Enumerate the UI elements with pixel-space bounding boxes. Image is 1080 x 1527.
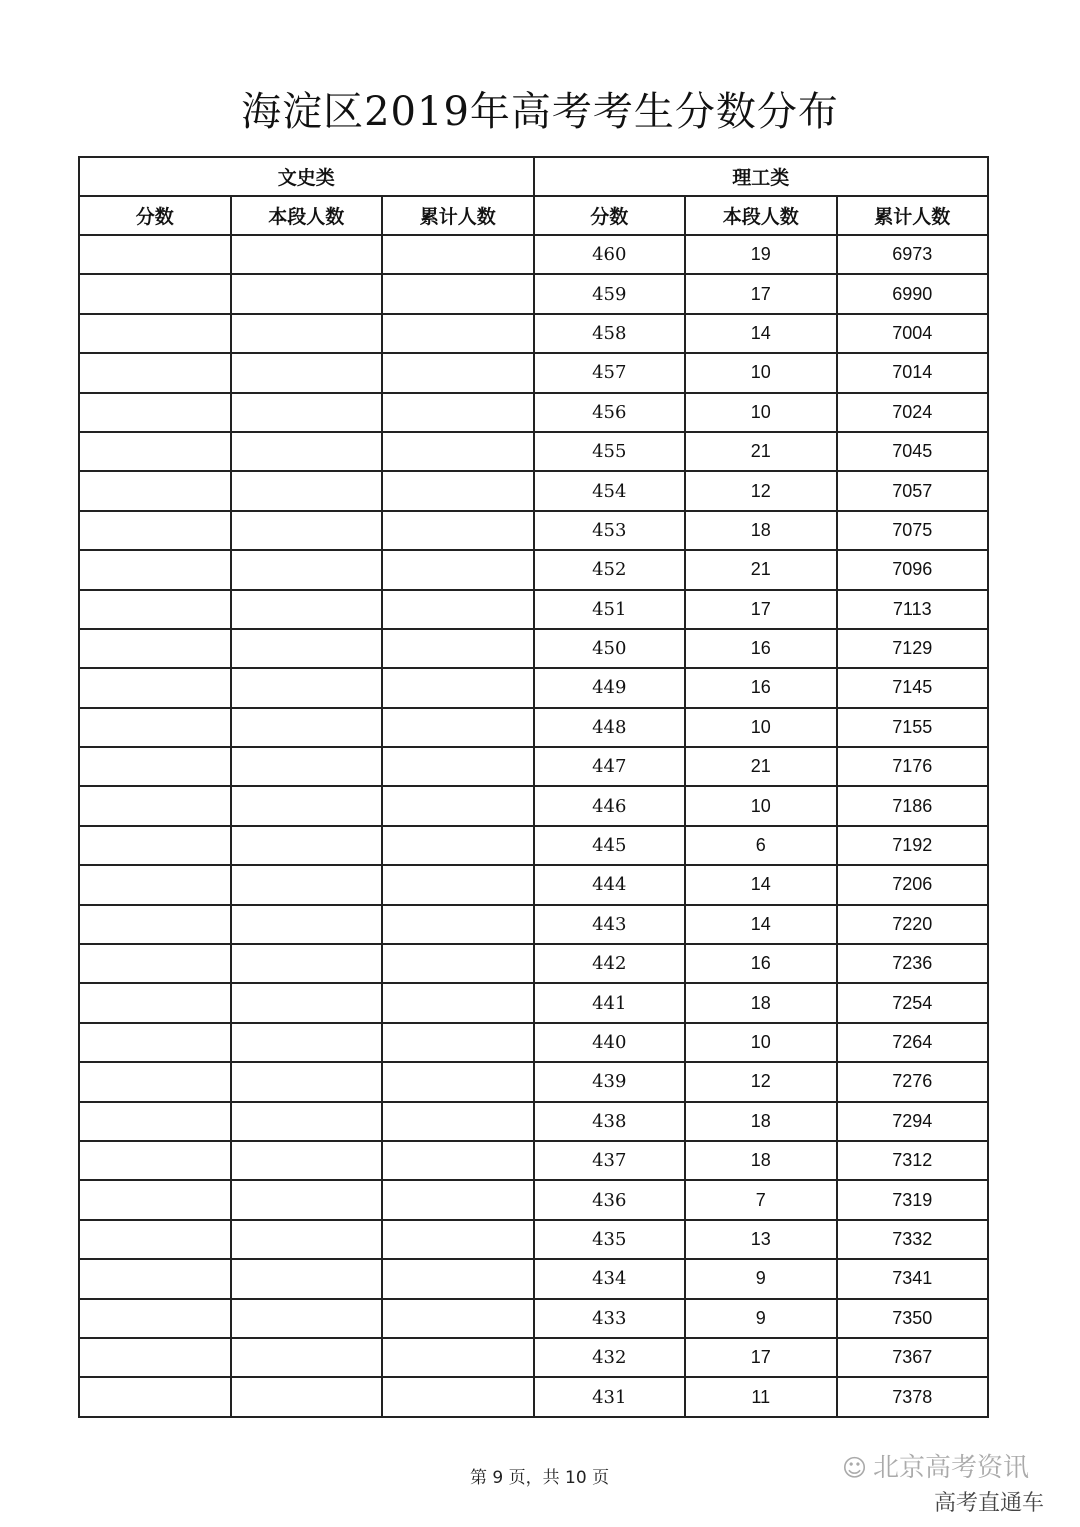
- ligong-cumulative-cell: 7096: [837, 550, 989, 589]
- wenshi-segment-cell: [231, 1023, 383, 1062]
- wenshi-segment-cell: [231, 274, 383, 313]
- wenshi-cumulative-cell: [382, 1220, 534, 1259]
- ligong-segment-cell: 14: [685, 865, 837, 904]
- ligong-score-cell: 453: [534, 511, 686, 550]
- wenshi-score-cell: [79, 314, 231, 353]
- wenshi-score-cell: [79, 1180, 231, 1219]
- table-row: [79, 1023, 988, 1062]
- table-row: [79, 1062, 988, 1101]
- ligong-cumulative-cell: 7057: [837, 471, 989, 510]
- wenshi-cumulative-header: 累计人数: [382, 196, 534, 235]
- wenshi-score-cell: [79, 1338, 231, 1377]
- ligong-segment-cell: 12: [685, 471, 837, 510]
- ligong-cumulative-cell: 7367: [837, 1338, 989, 1377]
- table-row: [79, 471, 988, 510]
- ligong-cumulative-cell: 7254: [837, 983, 989, 1022]
- wenshi-score-cell: [79, 511, 231, 550]
- ligong-segment-cell: 14: [685, 905, 837, 944]
- ligong-cumulative-cell: 6990: [837, 274, 989, 313]
- ligong-segment-cell: 17: [685, 590, 837, 629]
- ligong-segment-cell: 10: [685, 393, 837, 432]
- wenshi-cumulative-cell: [382, 1377, 534, 1416]
- wenshi-segment-cell: [231, 983, 383, 1022]
- table-row: [79, 865, 988, 904]
- ligong-score-cell: 438: [534, 1102, 686, 1141]
- wenshi-score-cell: [79, 944, 231, 983]
- wenshi-score-cell: [79, 865, 231, 904]
- ligong-segment-cell: 6: [685, 826, 837, 865]
- wenshi-cumulative-cell: [382, 983, 534, 1022]
- wenshi-cumulative-cell: [382, 511, 534, 550]
- ligong-cumulative-cell: 7155: [837, 708, 989, 747]
- wenshi-score-cell: [79, 747, 231, 786]
- wenshi-score-cell: [79, 1220, 231, 1259]
- wenshi-segment-header: 本段人数: [231, 196, 383, 235]
- column-header-row: [79, 196, 988, 235]
- ligong-segment-cell: 18: [685, 1102, 837, 1141]
- ligong-cumulative-cell: 7341: [837, 1259, 989, 1298]
- ligong-cumulative-cell: 7004: [837, 314, 989, 353]
- ligong-cumulative-cell: 7378: [837, 1377, 989, 1416]
- wenshi-segment-cell: [231, 826, 383, 865]
- table-row: [79, 826, 988, 865]
- ligong-cumulative-cell: 7332: [837, 1220, 989, 1259]
- ligong-cumulative-cell: 7319: [837, 1180, 989, 1219]
- wenshi-score-cell: [79, 905, 231, 944]
- ligong-cumulative-cell: 7312: [837, 1141, 989, 1180]
- wenshi-cumulative-cell: [382, 1338, 534, 1377]
- ligong-segment-cell: 21: [685, 550, 837, 589]
- wenshi-segment-cell: [231, 511, 383, 550]
- ligong-segment-cell: 17: [685, 1338, 837, 1377]
- table-row: [79, 747, 988, 786]
- group-wenshi: 文史类: [79, 157, 534, 196]
- ligong-segment-cell: 19: [685, 235, 837, 274]
- ligong-cumulative-cell: 7176: [837, 747, 989, 786]
- wenshi-cumulative-cell: [382, 1023, 534, 1062]
- wenshi-score-cell: [79, 590, 231, 629]
- group-ligong: 理工类: [534, 157, 989, 196]
- ligong-cumulative-cell: 6973: [837, 235, 989, 274]
- wenshi-cumulative-cell: [382, 550, 534, 589]
- wenshi-cumulative-cell: [382, 471, 534, 510]
- wenshi-score-cell: [79, 983, 231, 1022]
- ligong-cumulative-cell: 7014: [837, 353, 989, 392]
- ligong-score-header: 分数: [534, 196, 686, 235]
- wenshi-score-header: 分数: [79, 196, 231, 235]
- wenshi-segment-cell: [231, 1180, 383, 1219]
- ligong-score-cell: 440: [534, 1023, 686, 1062]
- table-row: [79, 393, 988, 432]
- table-row: [79, 786, 988, 825]
- wenshi-score-cell: [79, 235, 231, 274]
- ligong-score-cell: 455: [534, 432, 686, 471]
- wechat-icon: ☺: [842, 1454, 868, 1482]
- group-header-row: [79, 157, 988, 196]
- ligong-score-cell: 446: [534, 786, 686, 825]
- ligong-cumulative-cell: 7294: [837, 1102, 989, 1141]
- wenshi-cumulative-cell: [382, 314, 534, 353]
- wenshi-segment-cell: [231, 905, 383, 944]
- ligong-score-cell: 443: [534, 905, 686, 944]
- ligong-score-cell: 444: [534, 865, 686, 904]
- ligong-score-cell: 449: [534, 668, 686, 707]
- ligong-cumulative-header: 累计人数: [837, 196, 989, 235]
- ligong-score-cell: 431: [534, 1377, 686, 1416]
- table-row: [79, 314, 988, 353]
- wenshi-segment-cell: [231, 708, 383, 747]
- ligong-segment-cell: 10: [685, 353, 837, 392]
- table-row: [79, 1299, 988, 1338]
- page-title: 海淀区2019年高考考生分数分布: [241, 89, 839, 135]
- wenshi-segment-cell: [231, 865, 383, 904]
- ligong-segment-cell: 10: [685, 1023, 837, 1062]
- ligong-segment-cell: 10: [685, 708, 837, 747]
- ligong-cumulative-cell: 7220: [837, 905, 989, 944]
- ligong-cumulative-cell: 7045: [837, 432, 989, 471]
- wenshi-segment-cell: [231, 590, 383, 629]
- ligong-segment-cell: 21: [685, 432, 837, 471]
- ligong-segment-cell: 7: [685, 1180, 837, 1219]
- table-row: [79, 708, 988, 747]
- wenshi-cumulative-cell: [382, 590, 534, 629]
- table-row: [79, 432, 988, 471]
- table-row: [79, 944, 988, 983]
- table-row: [79, 590, 988, 629]
- ligong-cumulative-cell: 7075: [837, 511, 989, 550]
- wenshi-cumulative-cell: [382, 826, 534, 865]
- wenshi-score-cell: [79, 786, 231, 825]
- wenshi-score-cell: [79, 1102, 231, 1141]
- wenshi-segment-cell: [231, 1141, 383, 1180]
- ligong-score-cell: 439: [534, 1062, 686, 1101]
- ligong-cumulative-cell: 7145: [837, 668, 989, 707]
- ligong-score-cell: 459: [534, 274, 686, 313]
- wenshi-cumulative-cell: [382, 629, 534, 668]
- ligong-segment-cell: 16: [685, 944, 837, 983]
- ligong-segment-cell: 18: [685, 1141, 837, 1180]
- ligong-score-cell: 447: [534, 747, 686, 786]
- wenshi-cumulative-cell: [382, 786, 534, 825]
- ligong-score-cell: 434: [534, 1259, 686, 1298]
- ligong-score-cell: 433: [534, 1299, 686, 1338]
- ligong-score-cell: 457: [534, 353, 686, 392]
- wenshi-segment-cell: [231, 353, 383, 392]
- ligong-segment-cell: 14: [685, 314, 837, 353]
- ligong-cumulative-cell: 7236: [837, 944, 989, 983]
- wenshi-score-cell: [79, 826, 231, 865]
- ligong-score-cell: 454: [534, 471, 686, 510]
- wenshi-score-cell: [79, 1377, 231, 1416]
- table-row: [79, 1259, 988, 1298]
- score-distribution-table: [78, 156, 989, 1418]
- ligong-score-cell: 450: [534, 629, 686, 668]
- ligong-cumulative-cell: 7264: [837, 1023, 989, 1062]
- wenshi-score-cell: [79, 1062, 231, 1101]
- ligong-segment-cell: 12: [685, 1062, 837, 1101]
- ligong-segment-cell: 21: [685, 747, 837, 786]
- wenshi-score-cell: [79, 1023, 231, 1062]
- ligong-score-cell: 435: [534, 1220, 686, 1259]
- ligong-cumulative-cell: 7186: [837, 786, 989, 825]
- watermark-line2: 高考直通车: [934, 1491, 1045, 1516]
- ligong-segment-cell: 16: [685, 668, 837, 707]
- wenshi-segment-cell: [231, 1062, 383, 1101]
- table-row: [79, 983, 988, 1022]
- wenshi-cumulative-cell: [382, 274, 534, 313]
- wenshi-segment-cell: [231, 235, 383, 274]
- wenshi-segment-cell: [231, 1220, 383, 1259]
- wenshi-score-cell: [79, 471, 231, 510]
- ligong-segment-header: 本段人数: [685, 196, 837, 235]
- wenshi-cumulative-cell: [382, 1259, 534, 1298]
- wenshi-segment-cell: [231, 1338, 383, 1377]
- ligong-score-cell: 456: [534, 393, 686, 432]
- wenshi-cumulative-cell: [382, 668, 534, 707]
- ligong-cumulative-cell: 7113: [837, 590, 989, 629]
- table-row: [79, 274, 988, 313]
- wenshi-segment-cell: [231, 432, 383, 471]
- watermark-line1: 北京高考资讯: [873, 1453, 1030, 1483]
- wenshi-segment-cell: [231, 944, 383, 983]
- wenshi-score-cell: [79, 1299, 231, 1338]
- ligong-segment-cell: 11: [685, 1377, 837, 1416]
- ligong-score-cell: 437: [534, 1141, 686, 1180]
- table-row: [79, 668, 988, 707]
- wenshi-cumulative-cell: [382, 1141, 534, 1180]
- ligong-segment-cell: 9: [685, 1259, 837, 1298]
- wenshi-score-cell: [79, 629, 231, 668]
- ligong-cumulative-cell: 7276: [837, 1062, 989, 1101]
- ligong-cumulative-cell: 7024: [837, 393, 989, 432]
- wenshi-score-cell: [79, 550, 231, 589]
- wenshi-segment-cell: [231, 550, 383, 589]
- ligong-score-cell: 436: [534, 1180, 686, 1219]
- wenshi-segment-cell: [231, 1377, 383, 1416]
- wenshi-cumulative-cell: [382, 708, 534, 747]
- ligong-score-cell: 445: [534, 826, 686, 865]
- wenshi-cumulative-cell: [382, 393, 534, 432]
- table-row: [79, 1102, 988, 1141]
- wenshi-segment-cell: [231, 1299, 383, 1338]
- ligong-score-cell: 458: [534, 314, 686, 353]
- ligong-score-cell: 448: [534, 708, 686, 747]
- ligong-cumulative-cell: 7129: [837, 629, 989, 668]
- table-row: [79, 550, 988, 589]
- wenshi-score-cell: [79, 1141, 231, 1180]
- wenshi-cumulative-cell: [382, 235, 534, 274]
- ligong-score-cell: 441: [534, 983, 686, 1022]
- wenshi-cumulative-cell: [382, 353, 534, 392]
- wenshi-segment-cell: [231, 629, 383, 668]
- wenshi-segment-cell: [231, 1102, 383, 1141]
- wenshi-score-cell: [79, 393, 231, 432]
- wenshi-cumulative-cell: [382, 1180, 534, 1219]
- wenshi-score-cell: [79, 274, 231, 313]
- table-row: [79, 1180, 988, 1219]
- wenshi-segment-cell: [231, 786, 383, 825]
- wenshi-score-cell: [79, 1259, 231, 1298]
- wenshi-segment-cell: [231, 1259, 383, 1298]
- wenshi-segment-cell: [231, 668, 383, 707]
- ligong-score-cell: 451: [534, 590, 686, 629]
- table-row: [79, 1338, 988, 1377]
- wenshi-cumulative-cell: [382, 865, 534, 904]
- wenshi-cumulative-cell: [382, 1062, 534, 1101]
- wenshi-cumulative-cell: [382, 944, 534, 983]
- ligong-score-cell: 452: [534, 550, 686, 589]
- watermark: [842, 1452, 1029, 1484]
- table-row: [79, 353, 988, 392]
- wenshi-score-cell: [79, 432, 231, 471]
- ligong-segment-cell: 13: [685, 1220, 837, 1259]
- table-row: [79, 1141, 988, 1180]
- wenshi-segment-cell: [231, 471, 383, 510]
- wenshi-score-cell: [79, 708, 231, 747]
- ligong-score-cell: 442: [534, 944, 686, 983]
- ligong-cumulative-cell: 7350: [837, 1299, 989, 1338]
- ligong-segment-cell: 17: [685, 274, 837, 313]
- wenshi-segment-cell: [231, 314, 383, 353]
- wenshi-cumulative-cell: [382, 1102, 534, 1141]
- table-row: [79, 1220, 988, 1259]
- ligong-segment-cell: 18: [685, 983, 837, 1022]
- ligong-segment-cell: 18: [685, 511, 837, 550]
- table-row: [79, 1377, 988, 1416]
- ligong-score-cell: 432: [534, 1338, 686, 1377]
- ligong-segment-cell: 9: [685, 1299, 837, 1338]
- wenshi-cumulative-cell: [382, 747, 534, 786]
- table-row: [79, 235, 988, 274]
- wenshi-score-cell: [79, 668, 231, 707]
- wenshi-segment-cell: [231, 393, 383, 432]
- ligong-score-cell: 460: [534, 235, 686, 274]
- ligong-segment-cell: 16: [685, 629, 837, 668]
- ligong-cumulative-cell: 7206: [837, 865, 989, 904]
- table-row: [79, 511, 988, 550]
- wenshi-cumulative-cell: [382, 905, 534, 944]
- table-row: [79, 905, 988, 944]
- wenshi-cumulative-cell: [382, 1299, 534, 1338]
- wenshi-score-cell: [79, 353, 231, 392]
- table-row: [79, 629, 988, 668]
- wenshi-cumulative-cell: [382, 432, 534, 471]
- ligong-cumulative-cell: 7192: [837, 826, 989, 865]
- ligong-segment-cell: 10: [685, 786, 837, 825]
- wenshi-segment-cell: [231, 747, 383, 786]
- page-footer: 第 9 页，共 10 页: [470, 1468, 610, 1488]
